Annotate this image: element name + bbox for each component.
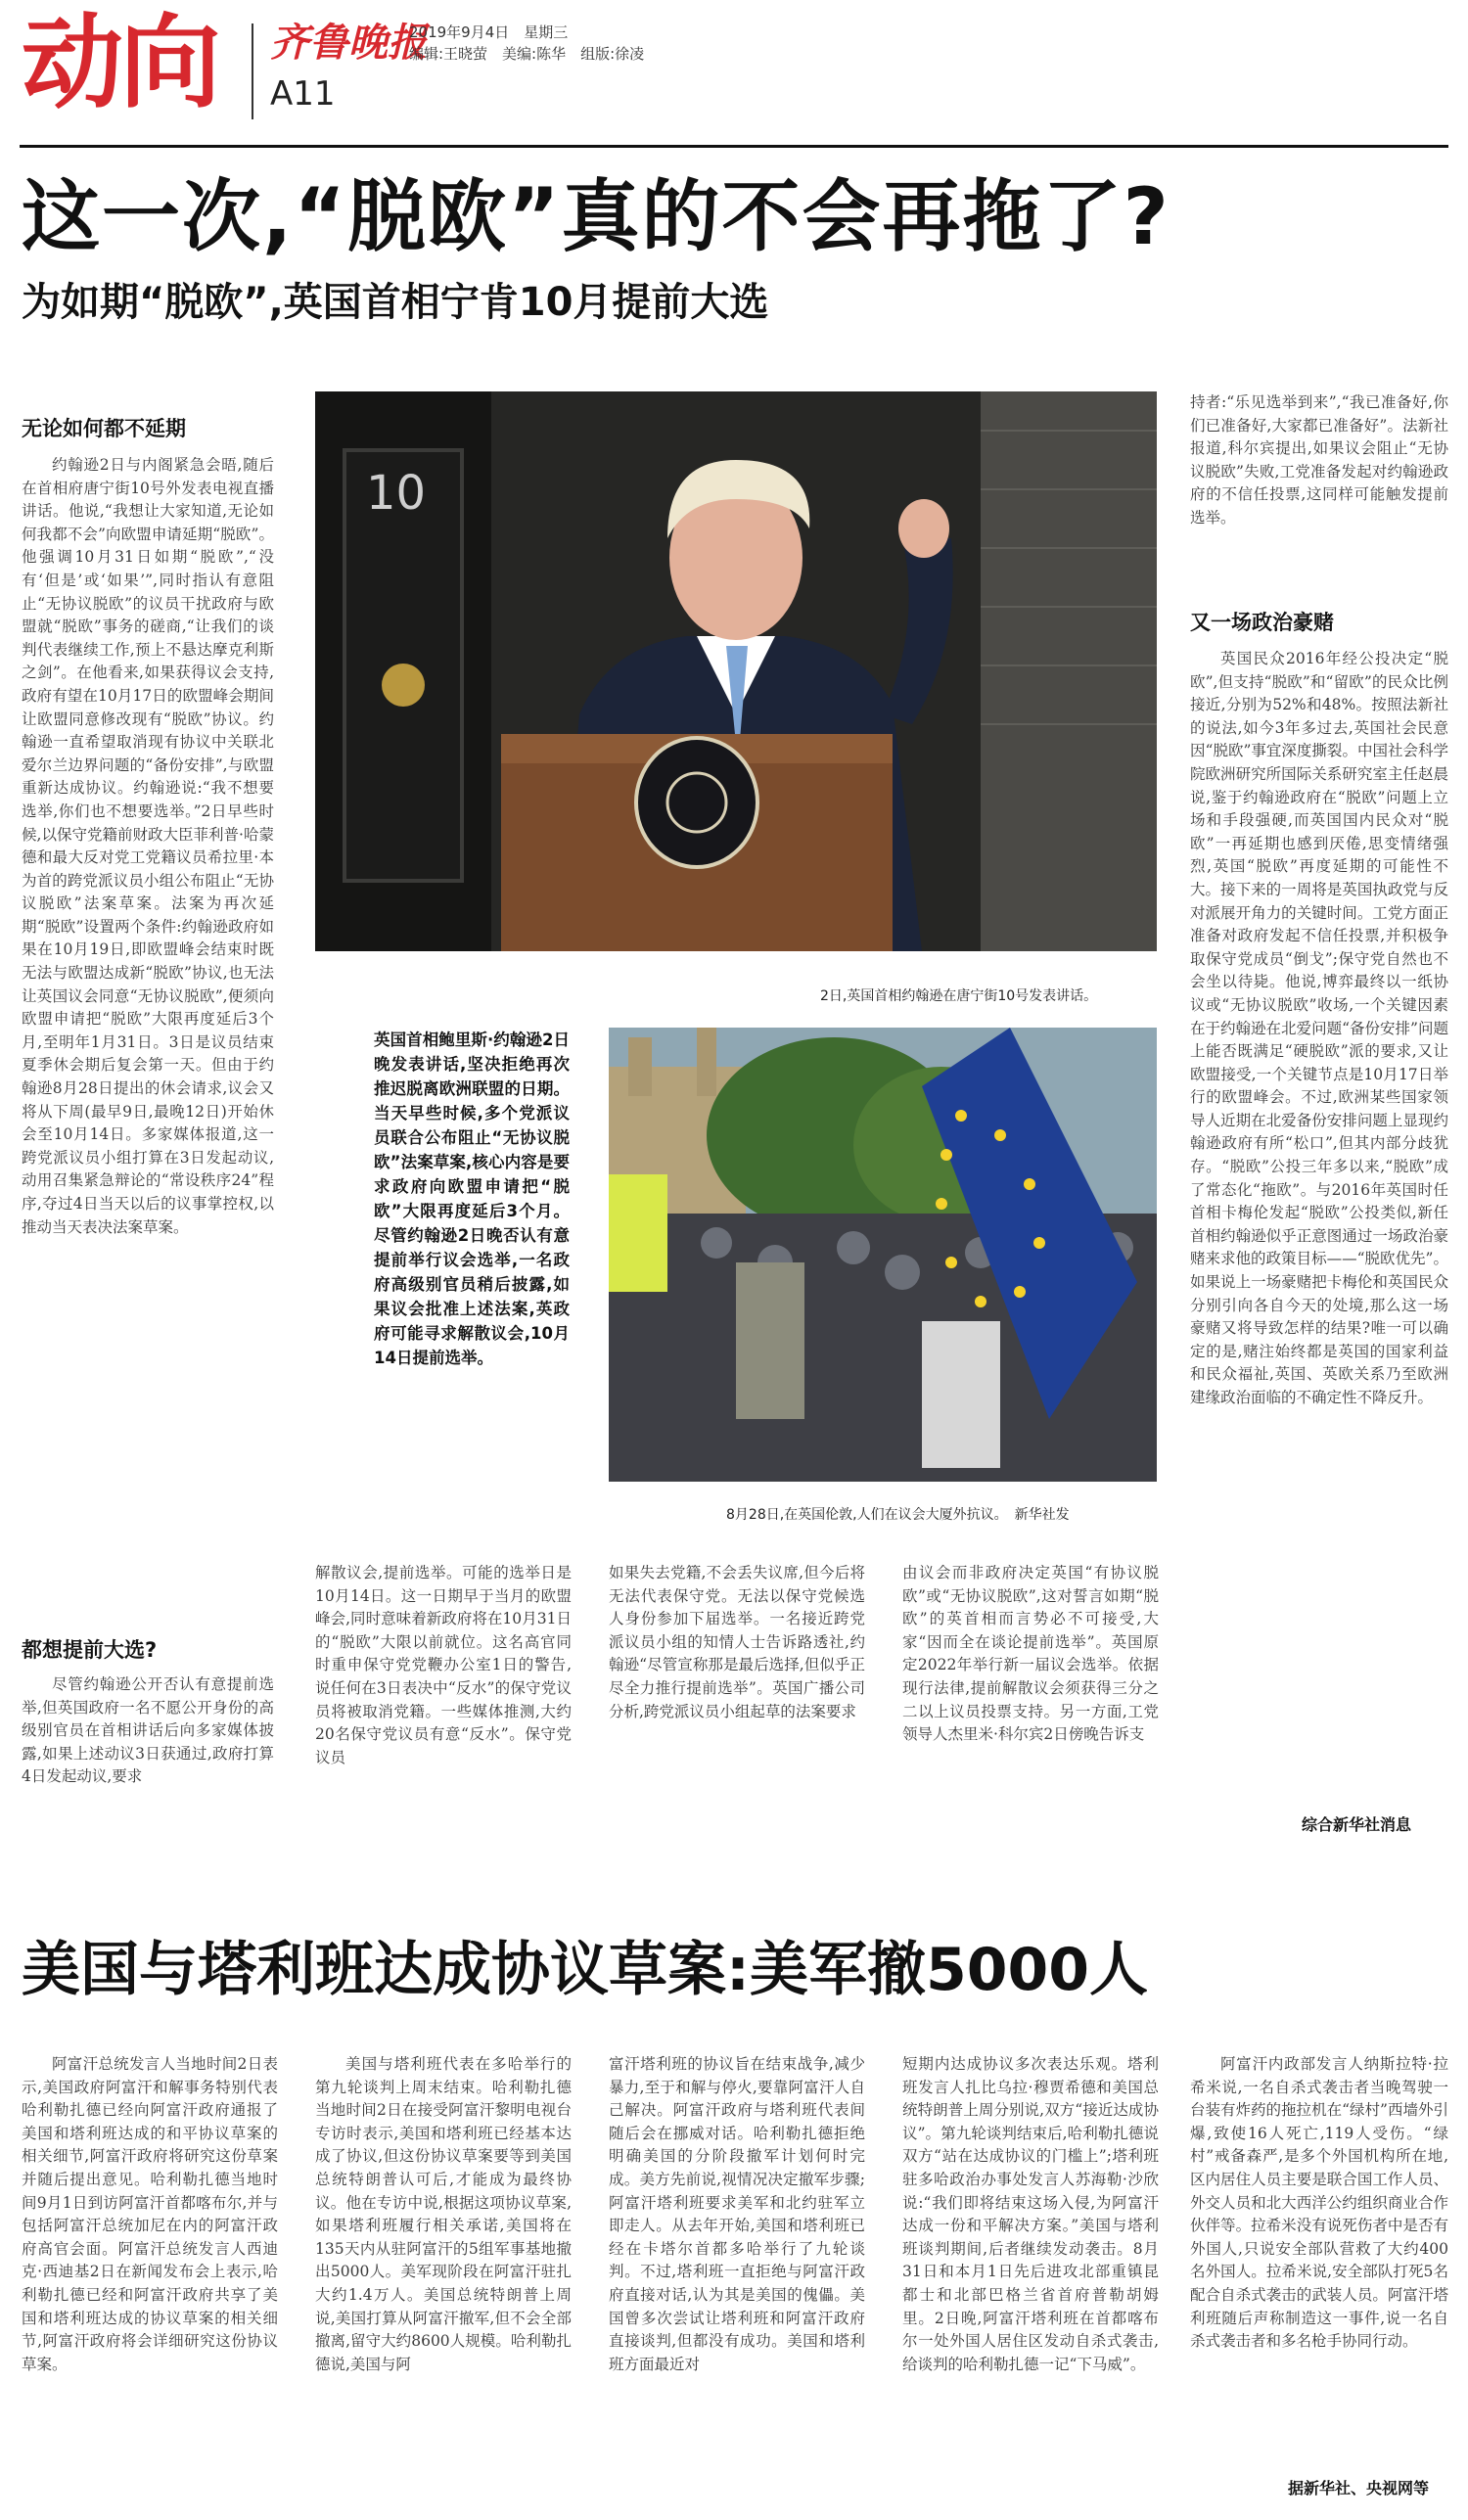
- story-credit: 综合新华社消息: [1302, 1815, 1412, 1834]
- second-column-3: 富汗塔利班的协议旨在结束战争,减少暴力,至于和解与停火,要靠阿富汗人自己解决。阿富汗政府与塔利班代表间随后会在挪威对话。哈利勒扎德拒绝明确美国的分阶段撤军计划何时完成。美方先前说,视情况决定撤军步骤;阿富汗塔利班要求美军和北约驻军立即走人。从去年开始,美国和塔利班已经在卡塔尔首都多哈举行了九轮谈判。不过,塔利班一直拒绝与阿富汗政府直接对话,认为其是美国的傀儡。美国曾多次尝试让塔利班和阿富汗政府直接谈判,但都没有成功。美国和塔利班方面最近对: [609, 2055, 865, 2373]
- paper-logo: 齐鲁晚报: [270, 20, 427, 66]
- main-subheadline: 为如期“脱欧”,英国首相宁肯10月提前大选: [22, 280, 769, 325]
- issue-date: [409, 22, 568, 43]
- photo-caption-2: 8月28日,在英国伦敦,人们在议会大厦外抗议。 新华社发: [726, 1507, 1070, 1523]
- second-headline: 美国与塔利班达成协议草案:美军撤5000人: [22, 1936, 1148, 2004]
- section-heading-1: 无论如何都不延期: [22, 417, 186, 440]
- article-column-5: 持者:“乐见选举到来”,“我已准备好,你们已准备好,大家都已准备好”。法新社报道,科尔宾提出,如果议会阻止“无协议脱欧”失败,工党准备发起对约翰逊政府的不信任投票,这同样可能触发提前选举。: [1190, 393, 1448, 527]
- second-column-4: 短期内达成协议多次表达乐观。塔利班发言人扎比乌拉·穆贾希德和美国总统特朗普上周分别说,双方“接近达成协议”。第九轮谈判结束后,哈利勒扎德说双方“站在达成协议的门槛上”;塔利班驻多哈政治办事处发言人苏海勒·沙欣说:“我们即将结束这场入侵,为阿富汗达成一份和平解决方案。”美国与塔利班谈判期间,后者继续发动袭击。8月31日和本月1日先后进攻北部重镇昆都士和北部巴格兰省首府普勒胡姆里。2日晚,阿富汗塔利班在首都喀布尔一处外国人居住区发动自杀式袭击,给谈判的哈利勒扎德一记“下马威”。: [902, 2055, 1159, 2373]
- article-column-3: 如果失去党籍,不会丢失议席,但今后将无法代表保守党。无法以保守党候选人身份参加下届选举。一名接近跨党派议员小组的知情人士告诉路透社,约翰逊“尽管宣称那是最后选择,但似乎正尽全力推行提前选举”。英国广播公司分析,跨党派议员小组起草的法案要求: [609, 1564, 865, 1720]
- protest-image: [609, 1028, 1157, 1482]
- photo-protest: [609, 1028, 1157, 1482]
- article-column-5b: 英国民众2016年经公投决定“脱欧”,但支持“脱欧”和“留欧”的民众比例接近,分别为52%和48%。按照法新社的说法,如今3年多过去,英国社会民意因“脱欧”事宜深度撕裂。中国社会科学院欧洲研究所国际关系研究室主任赵晨说,鉴于约翰逊政府在“脱欧”问题上立场和手段强硬,而英国国内民众对“脱欧”一再延期也感到厌倦,思变情绪强烈,英国“脱欧”再度延期的可能性不大。接下来的一周将是英国执政党与反对派展开角力的关键时间。工党方面正准备对政府发起不信任投票,并积极争取保守党成员“倒戈”;保守党自然也不会坐以待毙。他说,博弈最终以一纸协议或“无协议脱欧”收场,一个关键因素在于约翰逊在北爱问题“备份安排”问题上能否既满足“硬脱欧”派的要求,又让欧盟接受,一个关键节点是10月17日举行的欧盟峰会。不过,欧洲某些国家领导人近期在北爱备份安排问题上显现约翰逊政府有所“松口”,但其内部分歧犹存。“脱欧”公投三年多以来,“脱欧”成了常态化“拖欧”。与2016年英国时任首相卡梅伦发起“脱欧”公投类似,新任首相约翰逊似乎正意图通过一场政治豪赌来求他的政策目标——“脱欧优先”。如果说上一场豪赌把卡梅伦和英国民众分别引向各自今天的处境,那么这一场豪赌又将导致怎样的结果?唯一可以确定的是,赌注始终都是英国的国家利益和民众福祉,英国、英欧关系乃至欧洲建缘政治面临的不确定性不降反升。: [1190, 650, 1448, 1406]
- masthead-divider: [252, 23, 253, 119]
- section-title: 动向: [22, 3, 218, 122]
- photo-caption-1: 2日,英国首相约翰逊在唐宁街10号发表讲话。: [820, 988, 1098, 1004]
- summary-sidebar: 英国首相鲍里斯·约翰逊2日晚发表讲话,坚决拒绝再次推迟脱离欧洲联盟的日期。当天早些时候,多个党派议员联合公布阻止“无协议脱欧”法案草案,核心内容是要求政府向欧盟申请把“脱欧”大限再度延后3个月。尽管约翰逊2日晚否认有意提前举行议会选举,一名政府高级别官员稍后披露,如果议会批准上述法案,英政府可能寻求解散议会,10月14日提前选举。: [374, 1031, 570, 1367]
- second-story-credit: 据新华社、央视网等: [1288, 2479, 1430, 2497]
- article-column-1: 约翰逊2日与内阁紧急会晤,随后在首相府唐宁街10号外发表电视直播讲话。他说,“我想让大家知道,无论如何我都不会”向欧盟申请延期“脱欧”。他强调10月31日如期“脱欧”,“没有‘但是’或‘如果’”,同时指认有意阻止“无协议脱欧”的议员干扰政府与欧盟就“脱欧”事务的磋商,“让我们的谈判代表继续工作,预上不悬达摩克利斯之剑”。在他看来,如果获得议会支持,政府有望在10月17日的欧盟峰会期间让欧盟同意修改现有“脱欧”协议。约翰逊一直希望取消现有协议中关联北爱尔兰边界问题的“备份安排”,与欧盟重新达成协议。约翰逊说:“我不想要选举,你们也不想要选举。”2日早些时候,以保守党籍前财政大臣菲利普·哈蒙德和最大反对党工党籍议员希拉里·本为首的跨党派议员小组公布阻止“无协议脱欧”法案草案。法案为再次延期“脱欧”设置两个条件:约翰逊政府如果在10月19日,即欧盟峰会结束时既无法与欧盟达成新“脱欧”协议,也无法让英国议会同意“无协议脱欧”,便须向欧盟申请把“脱欧”大限再度延后3个月,至明年1月31日。3日是议员结束夏季休会期后复会第一天。但由于约翰逊8月28日提出的休会请求,议会又将从下周(最早9日,最晚12日)开始休会至10月14日。多家媒体报道,这一跨党派议员小组打算在3日发起动议,动用召集紧急辩论的“常设秩序24”程序,夺过4日当天以后的议事掌控权,以推动当天表决法案草案。: [22, 456, 274, 1236]
- photo-pm-speech: [315, 391, 1157, 951]
- header-rule: [20, 145, 1448, 148]
- main-headline: 这一次,“脱欧”真的不会再拖了?: [22, 171, 1170, 262]
- section-heading-2: 都想提前大选?: [22, 1638, 158, 1662]
- second-column-5: 阿富汗内政部发言人纳斯拉特·拉希米说,一名自杀式袭击者当晚驾驶一台装有炸药的拖拉机在“绿村”西墙外引爆,致使16人死亡,119人受伤。“绿村”戒备森严,是多个外国机构所在地,区内居住人员主要是联合国工作人员、外交人员和北大西洋公约组织商业合作伙伴等。拉希米没有说死伤者中是否有外国人,只说安全部队营救了大约400名外国人。拉希米说,安全部队打死5名配合自杀式袭击的武装人员。阿富汗塔利班随后声称制造这一事件,说一名自杀式袭击者和多名枪手协同行动。: [1190, 2055, 1448, 2351]
- second-column-1: 阿富汗总统发言人当地时间2日表示,美国政府阿富汗和解事务特别代表哈利勒扎德已经向阿富汗政府通报了美国和塔利班达成的和平协议草案的相关细节,阿富汗政府将研究这份草案并随后提出意见。哈利勒扎德当地时间9月1日到访阿富汗首都喀布尔,并与包括阿富汗总统加尼在内的阿富汗政府高官会面。阿富汗总统发言人西迪克·西迪基2日在新闻发布会上表示,哈利勒扎德已经和阿富汗政府共享了美国和塔利班达成的协议草案的相关细节,阿富汗政府将会详细研究这份协议草案。: [22, 2055, 278, 2373]
- article-column-1b: 尽管约翰逊公开否认有意提前选举,但英国政府一名不愿公开身份的高级别官员在首相讲话后向多家媒体披露,如果上述动议3日获通过,政府打算4日发起动议,要求: [22, 1675, 274, 1786]
- editor-credits: 编辑:王晓萤 美编:陈华 组版:徐凌: [409, 45, 645, 63]
- article-column-4: 由议会而非政府决定英国“有协议脱欧”或“无协议脱欧”,这对誓言如期“脱欧”的英首相而言势必不可接受,大家“因而全在谈论提前选举”。英国原定2022年举行新一届议会选举。依据现行法律,提前解散议会须获得三分之二以上议员投票支持。另一方面,工党领导人杰里米·科尔宾2日傍晚告诉支: [902, 1564, 1159, 1744]
- page-number: A11: [270, 74, 336, 114]
- section-heading-3: 又一场政治豪赌: [1190, 611, 1334, 634]
- second-column-2: 美国与塔利班代表在多哈举行的第九轮谈判上周末结束。哈利勒扎德当地时间2日在接受阿富汗黎明电视台专访时表示,美国和塔利班已经基本达成了协议,但这份协议草案要等到美国总统特朗普认可后,才能成为最终协议。他在专访中说,根据这项协议草案,如果塔利班履行相关承诺,美国将在135天内从驻阿富汗的5组军事基地撤出5000人。美军现阶段在阿富汗驻扎大约1.4万人。美国总统特朗普上周说,美国打算从阿富汗撤军,但不会全部撤离,留守大约8600人规模。哈利勒扎德说,美国与阿: [315, 2055, 572, 2373]
- pm-speech-image: [315, 391, 1157, 951]
- weekday-text: 星期三: [524, 23, 569, 41]
- date-text: 2019年9月4日: [409, 23, 510, 41]
- svg-text:10: 10: [366, 466, 427, 521]
- article-column-2: 解散议会,提前选举。可能的选举日是10月14日。这一日期早于当月的欧盟峰会,同时意味着新政府将在10月31日的“脱欧”大限以前就位。这名高官同时重申保守党党鞭办公室1日的警告,说任何在3日表决中“反水”的保守党议员将被取消党籍。一些媒体推测,大约20名保守党议员有意“反水”。保守党议员: [315, 1564, 572, 1766]
